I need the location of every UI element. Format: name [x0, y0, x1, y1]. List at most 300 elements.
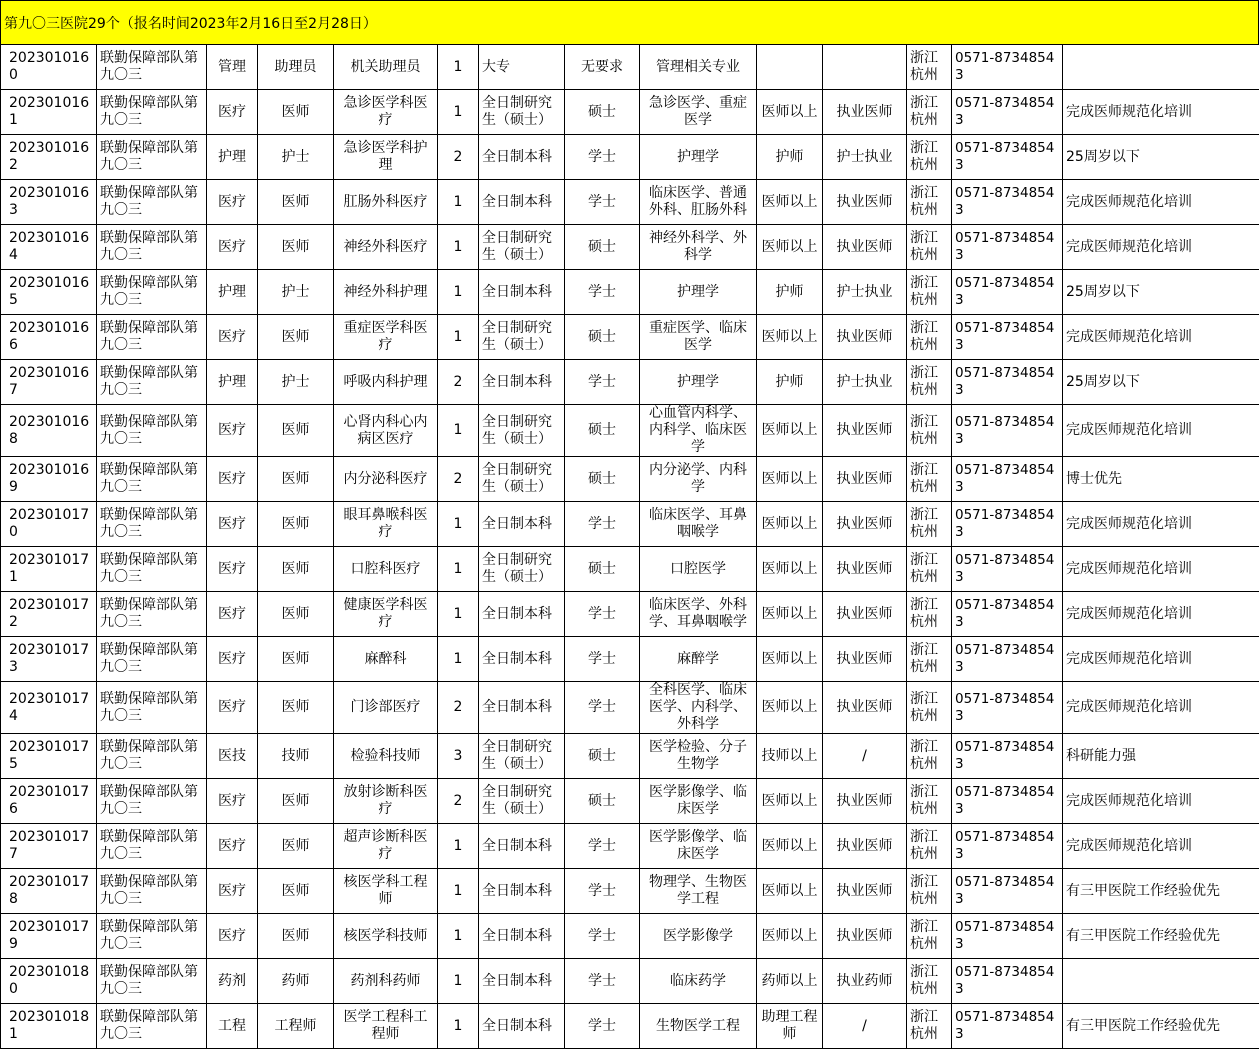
cell-major[interactable]: 物理学、生物医学工程 — [640, 869, 757, 914]
cell-education[interactable]: 全日制本科 — [479, 914, 565, 959]
cell-position[interactable]: 神经外科医疗 — [334, 225, 438, 270]
cell-job-code[interactable]: 2023010174 — [1, 682, 97, 734]
cell-unit[interactable]: 联勤保障部队第九〇三 — [97, 135, 207, 180]
cell-job-code[interactable]: 2023010175 — [1, 734, 97, 779]
cell-post[interactable]: 助理员 — [258, 45, 334, 90]
cell-degree[interactable]: 硕士 — [565, 547, 640, 592]
cell-note[interactable]: 完成医师规范化培训 — [1063, 547, 1259, 592]
cell-phone[interactable]: 0571-87348543 — [952, 270, 1063, 315]
cell-location[interactable]: 浙江杭州 — [907, 457, 952, 502]
cell-title-requirement[interactable]: 护师 — [757, 360, 823, 405]
cell-qualification[interactable]: 执业医师 — [823, 90, 907, 135]
cell-count[interactable]: 1 — [438, 45, 479, 90]
cell-education[interactable]: 全日制本科 — [479, 682, 565, 734]
cell-count[interactable]: 1 — [438, 914, 479, 959]
cell-title-requirement[interactable]: 医师以上 — [757, 682, 823, 734]
cell-category[interactable]: 医疗 — [207, 914, 258, 959]
cell-education[interactable]: 全日制本科 — [479, 502, 565, 547]
cell-education[interactable]: 全日制本科 — [479, 1004, 565, 1049]
cell-phone[interactable]: 0571-87348543 — [952, 959, 1063, 1004]
cell-title-requirement[interactable]: 医师以上 — [757, 180, 823, 225]
cell-unit[interactable]: 联勤保障部队第九〇三 — [97, 360, 207, 405]
cell-position[interactable]: 药剂科药师 — [334, 959, 438, 1004]
cell-unit[interactable]: 联勤保障部队第九〇三 — [97, 959, 207, 1004]
cell-degree[interactable]: 学士 — [565, 824, 640, 869]
cell-count[interactable]: 1 — [438, 315, 479, 360]
cell-location[interactable]: 浙江杭州 — [907, 959, 952, 1004]
cell-unit[interactable]: 联勤保障部队第九〇三 — [97, 734, 207, 779]
cell-phone[interactable]: 0571-87348543 — [952, 457, 1063, 502]
cell-location[interactable]: 浙江杭州 — [907, 824, 952, 869]
cell-major[interactable]: 医学影像学 — [640, 914, 757, 959]
cell-phone[interactable]: 0571-87348543 — [952, 315, 1063, 360]
cell-note[interactable]: 完成医师规范化培训 — [1063, 592, 1259, 637]
cell-location[interactable]: 浙江杭州 — [907, 315, 952, 360]
cell-major[interactable]: 护理学 — [640, 360, 757, 405]
cell-unit[interactable]: 联勤保障部队第九〇三 — [97, 869, 207, 914]
cell-category[interactable]: 护理 — [207, 135, 258, 180]
cell-title-requirement[interactable]: 医师以上 — [757, 779, 823, 824]
cell-location[interactable]: 浙江杭州 — [907, 592, 952, 637]
cell-major[interactable]: 口腔医学 — [640, 547, 757, 592]
cell-major[interactable]: 临床药学 — [640, 959, 757, 1004]
cell-post[interactable]: 医师 — [258, 457, 334, 502]
cell-location[interactable]: 浙江杭州 — [907, 779, 952, 824]
cell-position[interactable]: 麻醉科 — [334, 637, 438, 682]
cell-title-requirement[interactable]: 医师以上 — [757, 502, 823, 547]
cell-job-code[interactable]: 2023010165 — [1, 270, 97, 315]
cell-qualification[interactable]: 执业医师 — [823, 502, 907, 547]
cell-location[interactable]: 浙江杭州 — [907, 360, 952, 405]
cell-major[interactable]: 临床医学、耳鼻咽喉学 — [640, 502, 757, 547]
cell-major[interactable]: 医学影像学、临床医学 — [640, 824, 757, 869]
cell-position[interactable]: 口腔科医疗 — [334, 547, 438, 592]
cell-post[interactable]: 技师 — [258, 734, 334, 779]
cell-note[interactable]: 完成医师规范化培训 — [1063, 315, 1259, 360]
cell-degree[interactable]: 硕士 — [565, 734, 640, 779]
cell-job-code[interactable]: 2023010161 — [1, 90, 97, 135]
cell-unit[interactable]: 联勤保障部队第九〇三 — [97, 405, 207, 457]
cell-category[interactable]: 医疗 — [207, 824, 258, 869]
cell-note[interactable]: 完成医师规范化培训 — [1063, 682, 1259, 734]
cell-unit[interactable]: 联勤保障部队第九〇三 — [97, 914, 207, 959]
cell-position[interactable]: 放射诊断科医疗 — [334, 779, 438, 824]
cell-qualification[interactable]: 执业医师 — [823, 592, 907, 637]
cell-note[interactable]: 25周岁以下 — [1063, 135, 1259, 180]
cell-post[interactable]: 护士 — [258, 135, 334, 180]
cell-qualification[interactable]: 执业医师 — [823, 682, 907, 734]
cell-position[interactable]: 机关助理员 — [334, 45, 438, 90]
cell-education[interactable]: 全日制研究生（硕士） — [479, 457, 565, 502]
cell-position[interactable]: 呼吸内科护理 — [334, 360, 438, 405]
cell-degree[interactable]: 学士 — [565, 502, 640, 547]
cell-note[interactable]: 完成医师规范化培训 — [1063, 502, 1259, 547]
cell-count[interactable]: 1 — [438, 1004, 479, 1049]
cell-post[interactable]: 医师 — [258, 779, 334, 824]
cell-note[interactable]: 完成医师规范化培训 — [1063, 405, 1259, 457]
cell-position[interactable]: 眼耳鼻喉科医疗 — [334, 502, 438, 547]
cell-degree[interactable]: 学士 — [565, 180, 640, 225]
cell-major[interactable]: 管理相关专业 — [640, 45, 757, 90]
cell-phone[interactable]: 0571-87348543 — [952, 779, 1063, 824]
cell-unit[interactable]: 联勤保障部队第九〇三 — [97, 270, 207, 315]
cell-degree[interactable]: 学士 — [565, 959, 640, 1004]
cell-job-code[interactable]: 2023010172 — [1, 592, 97, 637]
cell-degree[interactable]: 学士 — [565, 592, 640, 637]
cell-position[interactable]: 内分泌科医疗 — [334, 457, 438, 502]
cell-qualification[interactable]: 护士执业 — [823, 135, 907, 180]
cell-unit[interactable]: 联勤保障部队第九〇三 — [97, 315, 207, 360]
cell-category[interactable]: 医疗 — [207, 547, 258, 592]
cell-education[interactable]: 全日制研究生（硕士） — [479, 405, 565, 457]
cell-post[interactable]: 医师 — [258, 502, 334, 547]
cell-location[interactable]: 浙江杭州 — [907, 914, 952, 959]
cell-position[interactable]: 神经外科护理 — [334, 270, 438, 315]
cell-qualification[interactable]: 执业药师 — [823, 959, 907, 1004]
cell-count[interactable]: 1 — [438, 502, 479, 547]
cell-degree[interactable]: 学士 — [565, 135, 640, 180]
cell-post[interactable]: 医师 — [258, 547, 334, 592]
cell-title-requirement[interactable]: 医师以上 — [757, 457, 823, 502]
cell-unit[interactable]: 联勤保障部队第九〇三 — [97, 180, 207, 225]
cell-unit[interactable]: 联勤保障部队第九〇三 — [97, 45, 207, 90]
cell-category[interactable]: 医技 — [207, 734, 258, 779]
cell-title-requirement[interactable]: 医师以上 — [757, 547, 823, 592]
cell-unit[interactable]: 联勤保障部队第九〇三 — [97, 225, 207, 270]
cell-post[interactable]: 医师 — [258, 869, 334, 914]
cell-education[interactable]: 全日制本科 — [479, 592, 565, 637]
cell-position[interactable]: 心肾内科心内病区医疗 — [334, 405, 438, 457]
cell-phone[interactable]: 0571-87348543 — [952, 1004, 1063, 1049]
cell-degree[interactable]: 学士 — [565, 914, 640, 959]
cell-qualification[interactable] — [823, 45, 907, 90]
cell-phone[interactable]: 0571-87348543 — [952, 592, 1063, 637]
cell-note[interactable]: 完成医师规范化培训 — [1063, 779, 1259, 824]
cell-location[interactable]: 浙江杭州 — [907, 637, 952, 682]
cell-education[interactable]: 全日制本科 — [479, 360, 565, 405]
cell-major[interactable]: 临床医学、外科学、耳鼻咽喉学 — [640, 592, 757, 637]
cell-major[interactable]: 全科医学、临床医学、内科学、外科学 — [640, 682, 757, 734]
cell-major[interactable]: 神经外科学、外科学 — [640, 225, 757, 270]
cell-phone[interactable]: 0571-87348543 — [952, 135, 1063, 180]
cell-phone[interactable]: 0571-87348543 — [952, 405, 1063, 457]
cell-major[interactable]: 内分泌学、内科学 — [640, 457, 757, 502]
cell-note[interactable]: 完成医师规范化培训 — [1063, 90, 1259, 135]
cell-qualification[interactable]: 执业医师 — [823, 914, 907, 959]
cell-degree[interactable]: 学士 — [565, 270, 640, 315]
cell-qualification[interactable]: 执业医师 — [823, 180, 907, 225]
cell-major[interactable]: 急诊医学、重症医学 — [640, 90, 757, 135]
cell-category[interactable]: 药剂 — [207, 959, 258, 1004]
cell-job-code[interactable]: 2023010167 — [1, 360, 97, 405]
cell-position[interactable]: 健康医学科医疗 — [334, 592, 438, 637]
cell-category[interactable]: 管理 — [207, 45, 258, 90]
cell-job-code[interactable]: 2023010170 — [1, 502, 97, 547]
cell-category[interactable]: 护理 — [207, 270, 258, 315]
cell-note[interactable]: 完成医师规范化培训 — [1063, 225, 1259, 270]
cell-unit[interactable]: 联勤保障部队第九〇三 — [97, 502, 207, 547]
cell-position[interactable]: 门诊部医疗 — [334, 682, 438, 734]
cell-degree[interactable]: 学士 — [565, 869, 640, 914]
cell-count[interactable]: 2 — [438, 779, 479, 824]
cell-category[interactable]: 医疗 — [207, 682, 258, 734]
cell-degree[interactable]: 硕士 — [565, 225, 640, 270]
cell-education[interactable]: 全日制本科 — [479, 135, 565, 180]
cell-category[interactable]: 医疗 — [207, 869, 258, 914]
cell-qualification[interactable]: 执业医师 — [823, 315, 907, 360]
cell-degree[interactable]: 学士 — [565, 682, 640, 734]
cell-title-requirement[interactable]: 医师以上 — [757, 90, 823, 135]
cell-count[interactable]: 1 — [438, 959, 479, 1004]
cell-qualification[interactable]: 执业医师 — [823, 225, 907, 270]
cell-note[interactable]: 完成医师规范化培训 — [1063, 180, 1259, 225]
cell-count[interactable]: 2 — [438, 135, 479, 180]
cell-phone[interactable]: 0571-87348543 — [952, 360, 1063, 405]
cell-note[interactable]: 有三甲医院工作经验优先 — [1063, 1004, 1259, 1049]
cell-title-requirement[interactable]: 技师以上 — [757, 734, 823, 779]
cell-phone[interactable]: 0571-87348543 — [952, 734, 1063, 779]
cell-post[interactable]: 工程师 — [258, 1004, 334, 1049]
cell-major[interactable]: 生物医学工程 — [640, 1004, 757, 1049]
cell-qualification[interactable]: 护士执业 — [823, 270, 907, 315]
cell-unit[interactable]: 联勤保障部队第九〇三 — [97, 824, 207, 869]
cell-job-code[interactable]: 2023010171 — [1, 547, 97, 592]
cell-count[interactable]: 1 — [438, 270, 479, 315]
cell-unit[interactable]: 联勤保障部队第九〇三 — [97, 457, 207, 502]
cell-phone[interactable]: 0571-87348543 — [952, 180, 1063, 225]
cell-count[interactable]: 3 — [438, 734, 479, 779]
cell-unit[interactable]: 联勤保障部队第九〇三 — [97, 779, 207, 824]
cell-note[interactable]: 25周岁以下 — [1063, 270, 1259, 315]
cell-location[interactable]: 浙江杭州 — [907, 135, 952, 180]
cell-title-requirement[interactable]: 护师 — [757, 135, 823, 180]
cell-job-code[interactable]: 2023010180 — [1, 959, 97, 1004]
cell-job-code[interactable]: 2023010166 — [1, 315, 97, 360]
cell-category[interactable]: 医疗 — [207, 502, 258, 547]
cell-count[interactable]: 1 — [438, 225, 479, 270]
cell-degree[interactable]: 学士 — [565, 1004, 640, 1049]
cell-position[interactable]: 核医学科技师 — [334, 914, 438, 959]
cell-phone[interactable]: 0571-87348543 — [952, 547, 1063, 592]
cell-phone[interactable]: 0571-87348543 — [952, 637, 1063, 682]
cell-position[interactable]: 核医学科工程师 — [334, 869, 438, 914]
cell-position[interactable]: 检验科技师 — [334, 734, 438, 779]
cell-count[interactable]: 1 — [438, 547, 479, 592]
cell-qualification[interactable]: / — [823, 1004, 907, 1049]
cell-count[interactable]: 1 — [438, 869, 479, 914]
cell-major[interactable]: 医学检验、分子生物学 — [640, 734, 757, 779]
cell-title-requirement[interactable]: 医师以上 — [757, 315, 823, 360]
cell-major[interactable]: 心血管内科学、内科学、临床医学 — [640, 405, 757, 457]
cell-major[interactable]: 护理学 — [640, 135, 757, 180]
cell-post[interactable]: 药师 — [258, 959, 334, 1004]
cell-note[interactable]: 有三甲医院工作经验优先 — [1063, 869, 1259, 914]
cell-education[interactable]: 全日制本科 — [479, 637, 565, 682]
cell-title-requirement[interactable]: 医师以上 — [757, 592, 823, 637]
cell-title-requirement[interactable]: 医师以上 — [757, 637, 823, 682]
cell-degree[interactable]: 硕士 — [565, 405, 640, 457]
cell-count[interactable]: 1 — [438, 180, 479, 225]
cell-post[interactable]: 医师 — [258, 180, 334, 225]
cell-category[interactable]: 医疗 — [207, 180, 258, 225]
cell-major[interactable]: 医学影像学、临床医学 — [640, 779, 757, 824]
cell-degree[interactable]: 硕士 — [565, 457, 640, 502]
cell-phone[interactable]: 0571-87348543 — [952, 225, 1063, 270]
cell-title-requirement[interactable]: 助理工程师 — [757, 1004, 823, 1049]
cell-location[interactable]: 浙江杭州 — [907, 734, 952, 779]
cell-post[interactable]: 医师 — [258, 405, 334, 457]
cell-qualification[interactable]: 执业医师 — [823, 869, 907, 914]
cell-note[interactable]: 25周岁以下 — [1063, 360, 1259, 405]
cell-position[interactable]: 医学工程科工程师 — [334, 1004, 438, 1049]
cell-qualification[interactable]: 执业医师 — [823, 637, 907, 682]
cell-education[interactable]: 全日制本科 — [479, 270, 565, 315]
cell-unit[interactable]: 联勤保障部队第九〇三 — [97, 1004, 207, 1049]
cell-education[interactable]: 全日制本科 — [479, 180, 565, 225]
cell-education[interactable]: 全日制研究生（硕士） — [479, 225, 565, 270]
cell-phone[interactable]: 0571-87348543 — [952, 824, 1063, 869]
cell-category[interactable]: 医疗 — [207, 225, 258, 270]
cell-count[interactable]: 1 — [438, 592, 479, 637]
cell-major[interactable]: 护理学 — [640, 270, 757, 315]
cell-education[interactable]: 全日制本科 — [479, 824, 565, 869]
cell-category[interactable]: 工程 — [207, 1004, 258, 1049]
cell-job-code[interactable]: 2023010169 — [1, 457, 97, 502]
cell-degree[interactable]: 无要求 — [565, 45, 640, 90]
cell-count[interactable]: 1 — [438, 405, 479, 457]
cell-title-requirement[interactable]: 医师以上 — [757, 225, 823, 270]
cell-education[interactable]: 全日制研究生（硕士） — [479, 315, 565, 360]
cell-category[interactable]: 医疗 — [207, 405, 258, 457]
cell-title-requirement[interactable]: 药师以上 — [757, 959, 823, 1004]
cell-degree[interactable]: 学士 — [565, 637, 640, 682]
cell-phone[interactable]: 0571-87348543 — [952, 502, 1063, 547]
cell-job-code[interactable]: 2023010173 — [1, 637, 97, 682]
cell-count[interactable]: 1 — [438, 824, 479, 869]
cell-degree[interactable]: 学士 — [565, 360, 640, 405]
cell-location[interactable]: 浙江杭州 — [907, 225, 952, 270]
cell-post[interactable]: 医师 — [258, 225, 334, 270]
cell-job-code[interactable]: 2023010164 — [1, 225, 97, 270]
cell-category[interactable]: 护理 — [207, 360, 258, 405]
cell-degree[interactable]: 硕士 — [565, 779, 640, 824]
cell-location[interactable]: 浙江杭州 — [907, 270, 952, 315]
cell-location[interactable]: 浙江杭州 — [907, 90, 952, 135]
cell-job-code[interactable]: 2023010160 — [1, 45, 97, 90]
cell-title-requirement[interactable]: 医师以上 — [757, 914, 823, 959]
cell-major[interactable]: 重症医学、临床医学 — [640, 315, 757, 360]
cell-job-code[interactable]: 2023010178 — [1, 869, 97, 914]
cell-post[interactable]: 医师 — [258, 592, 334, 637]
cell-post[interactable]: 医师 — [258, 637, 334, 682]
cell-qualification[interactable]: / — [823, 734, 907, 779]
cell-post[interactable]: 护士 — [258, 360, 334, 405]
cell-position[interactable]: 重症医学科医疗 — [334, 315, 438, 360]
cell-post[interactable]: 医师 — [258, 315, 334, 360]
cell-category[interactable]: 医疗 — [207, 315, 258, 360]
cell-post[interactable]: 护士 — [258, 270, 334, 315]
cell-title-requirement[interactable]: 护师 — [757, 270, 823, 315]
cell-unit[interactable]: 联勤保障部队第九〇三 — [97, 90, 207, 135]
cell-location[interactable]: 浙江杭州 — [907, 405, 952, 457]
cell-count[interactable]: 2 — [438, 682, 479, 734]
cell-count[interactable]: 2 — [438, 457, 479, 502]
cell-job-code[interactable]: 2023010177 — [1, 824, 97, 869]
cell-note[interactable]: 有三甲医院工作经验优先 — [1063, 914, 1259, 959]
cell-qualification[interactable]: 执业医师 — [823, 457, 907, 502]
cell-education[interactable]: 全日制本科 — [479, 869, 565, 914]
cell-note[interactable] — [1063, 959, 1259, 1004]
cell-qualification[interactable]: 执业医师 — [823, 824, 907, 869]
cell-education[interactable]: 全日制研究生（硕士） — [479, 779, 565, 824]
cell-title-requirement[interactable]: 医师以上 — [757, 405, 823, 457]
cell-qualification[interactable]: 执业医师 — [823, 405, 907, 457]
cell-position[interactable]: 急诊医学科医疗 — [334, 90, 438, 135]
cell-job-code[interactable]: 2023010163 — [1, 180, 97, 225]
cell-major[interactable]: 临床医学、普通外科、肛肠外科 — [640, 180, 757, 225]
cell-title-requirement[interactable] — [757, 45, 823, 90]
cell-phone[interactable]: 0571-87348543 — [952, 682, 1063, 734]
cell-post[interactable]: 医师 — [258, 682, 334, 734]
cell-title-requirement[interactable]: 医师以上 — [757, 869, 823, 914]
cell-category[interactable]: 医疗 — [207, 592, 258, 637]
cell-note[interactable]: 博士优先 — [1063, 457, 1259, 502]
cell-location[interactable]: 浙江杭州 — [907, 1004, 952, 1049]
cell-job-code[interactable]: 2023010168 — [1, 405, 97, 457]
cell-qualification[interactable]: 护士执业 — [823, 360, 907, 405]
cell-count[interactable]: 2 — [438, 360, 479, 405]
cell-category[interactable]: 医疗 — [207, 90, 258, 135]
cell-post[interactable]: 医师 — [258, 824, 334, 869]
cell-count[interactable]: 1 — [438, 90, 479, 135]
cell-education[interactable]: 全日制研究生（硕士） — [479, 547, 565, 592]
cell-job-code[interactable]: 2023010176 — [1, 779, 97, 824]
cell-note[interactable] — [1063, 45, 1259, 90]
cell-degree[interactable]: 硕士 — [565, 90, 640, 135]
cell-position[interactable]: 肛肠外科医疗 — [334, 180, 438, 225]
cell-unit[interactable]: 联勤保障部队第九〇三 — [97, 637, 207, 682]
cell-phone[interactable]: 0571-87348543 — [952, 869, 1063, 914]
cell-position[interactable]: 超声诊断科医疗 — [334, 824, 438, 869]
cell-education[interactable]: 全日制本科 — [479, 959, 565, 1004]
cell-count[interactable]: 1 — [438, 637, 479, 682]
cell-note[interactable]: 科研能力强 — [1063, 734, 1259, 779]
cell-education[interactable]: 大专 — [479, 45, 565, 90]
cell-location[interactable]: 浙江杭州 — [907, 547, 952, 592]
cell-position[interactable]: 急诊医学科护理 — [334, 135, 438, 180]
cell-location[interactable]: 浙江杭州 — [907, 502, 952, 547]
cell-title-requirement[interactable]: 医师以上 — [757, 824, 823, 869]
cell-note[interactable]: 完成医师规范化培训 — [1063, 637, 1259, 682]
cell-education[interactable]: 全日制研究生（硕士） — [479, 734, 565, 779]
cell-job-code[interactable]: 2023010162 — [1, 135, 97, 180]
cell-job-code[interactable]: 2023010181 — [1, 1004, 97, 1049]
cell-unit[interactable]: 联勤保障部队第九〇三 — [97, 592, 207, 637]
cell-unit[interactable]: 联勤保障部队第九〇三 — [97, 547, 207, 592]
cell-qualification[interactable]: 执业医师 — [823, 779, 907, 824]
cell-phone[interactable]: 0571-87348543 — [952, 45, 1063, 90]
cell-category[interactable]: 医疗 — [207, 779, 258, 824]
cell-degree[interactable]: 硕士 — [565, 315, 640, 360]
cell-unit[interactable]: 联勤保障部队第九〇三 — [97, 682, 207, 734]
cell-qualification[interactable]: 执业医师 — [823, 547, 907, 592]
cell-note[interactable]: 完成医师规范化培训 — [1063, 824, 1259, 869]
cell-location[interactable]: 浙江杭州 — [907, 869, 952, 914]
cell-education[interactable]: 全日制研究生（硕士） — [479, 90, 565, 135]
cell-job-code[interactable]: 2023010179 — [1, 914, 97, 959]
cell-location[interactable]: 浙江杭州 — [907, 180, 952, 225]
cell-category[interactable]: 医疗 — [207, 457, 258, 502]
